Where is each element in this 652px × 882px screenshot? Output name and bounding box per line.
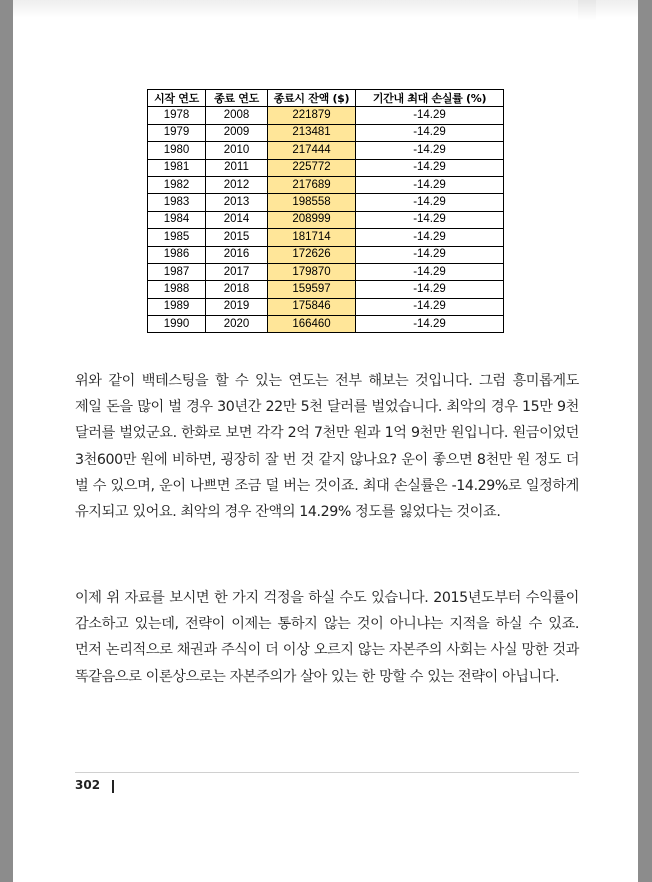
max-drawdown-cell: -14.29 — [356, 176, 504, 193]
header-end-balance: 종료시 잔액 ($) — [268, 90, 356, 107]
end-year-cell: 2010 — [206, 142, 268, 159]
document-page — [13, 0, 638, 882]
table-row — [148, 281, 504, 298]
table-header-row — [148, 90, 504, 107]
page-number-separator — [112, 780, 114, 793]
table-row — [148, 159, 504, 176]
start-year-cell: 1979 — [148, 124, 206, 141]
table-row — [148, 263, 504, 280]
end-year-cell: 2017 — [206, 263, 268, 280]
table-row — [148, 229, 504, 246]
max-drawdown-cell: -14.29 — [356, 142, 504, 159]
end-balance-cell: 208999 — [268, 211, 356, 228]
page-corner-mark — [578, 0, 596, 20]
start-year-cell: 1988 — [148, 281, 206, 298]
table-row — [148, 211, 504, 228]
table-row — [148, 142, 504, 159]
max-drawdown-cell: -14.29 — [356, 211, 504, 228]
end-year-cell: 2018 — [206, 281, 268, 298]
start-year-cell: 1980 — [148, 142, 206, 159]
end-balance-cell: 175846 — [268, 298, 356, 315]
end-year-cell: 2013 — [206, 194, 268, 211]
header-end-year: 종료 연도 — [206, 90, 268, 107]
table-row — [148, 316, 504, 333]
start-year-cell: 1983 — [148, 194, 206, 211]
table-row — [148, 107, 504, 124]
max-drawdown-cell: -14.29 — [356, 124, 504, 141]
start-year-cell: 1987 — [148, 263, 206, 280]
body-paragraph-1: 위와 같이 백테스팅을 할 수 있는 연도는 전부 해보는 것입니다. 그럼 흥미롭게도 제일 돈을 많이 벌 경우 30년간 22만 5천 달러를 벌었습니다. 최악의 경우 15만 9천 달러를 벌었군요. 한화로 보면 각각 2억 7천만 원과 1억 9천만 원입니다. 원금이었던 3천600만 원에 비하면, 굉장히 잘 번 것 같지 않나요? 운이 좋으면 8천만 원 정도 더 벌 수 있으며, 운이 나쁘면 조금 덜 버는 것이죠. 최대 손실률은 -14.29%로 일정하게 유지되고 있어요. 최악의 경우 잔액의 14.29% 정도를 잃었다는 것이죠. — [75, 373, 579, 521]
table-row — [148, 124, 504, 141]
end-year-cell: 2014 — [206, 211, 268, 228]
end-balance-cell: 225772 — [268, 159, 356, 176]
table-body — [148, 107, 504, 333]
max-drawdown-cell: -14.29 — [356, 263, 504, 280]
backtest-results-table — [147, 89, 504, 333]
max-drawdown-cell: -14.29 — [356, 229, 504, 246]
start-year-cell: 1981 — [148, 159, 206, 176]
start-year-cell: 1978 — [148, 107, 206, 124]
max-drawdown-cell: -14.29 — [356, 281, 504, 298]
end-year-cell: 2012 — [206, 176, 268, 193]
end-balance-cell: 159597 — [268, 281, 356, 298]
end-year-cell: 2015 — [206, 229, 268, 246]
end-balance-cell: 172626 — [268, 246, 356, 263]
start-year-cell: 1986 — [148, 246, 206, 263]
table-row — [148, 298, 504, 315]
end-year-cell: 2011 — [206, 159, 268, 176]
max-drawdown-cell: -14.29 — [356, 298, 504, 315]
max-drawdown-cell: -14.29 — [356, 159, 504, 176]
table-row — [148, 176, 504, 193]
end-year-cell: 2019 — [206, 298, 268, 315]
end-balance-cell: 213481 — [268, 124, 356, 141]
end-balance-cell: 179870 — [268, 263, 356, 280]
max-drawdown-cell: -14.29 — [356, 194, 504, 211]
max-drawdown-cell: -14.29 — [356, 316, 504, 333]
header-max-drawdown: 기간내 최대 손실률 (%) — [356, 90, 504, 107]
start-year-cell: 1984 — [148, 211, 206, 228]
table-row — [148, 246, 504, 263]
start-year-cell: 1989 — [148, 298, 206, 315]
start-year-cell: 1985 — [148, 229, 206, 246]
end-balance-cell: 198558 — [268, 194, 356, 211]
page-top-shadow — [13, 0, 638, 18]
table-row — [148, 194, 504, 211]
end-year-cell: 2009 — [206, 124, 268, 141]
end-year-cell: 2008 — [206, 107, 268, 124]
page-number: 302 — [75, 778, 101, 792]
max-drawdown-cell: -14.29 — [356, 246, 504, 263]
end-balance-cell: 217444 — [268, 142, 356, 159]
end-balance-cell: 166460 — [268, 316, 356, 333]
footer-divider — [75, 772, 579, 773]
body-paragraph-2: 이제 위 자료를 보시면 한 가지 걱정을 하실 수도 있습니다. 2015년도부터 수익률이 감소하고 있는데, 전략이 이제는 통하지 않는 것이 아니냐는 지적을 하실 수 있죠. 먼저 논리적으로 채권과 주식이 더 이상 오르지 않는 자본주의 사회는 사실 망한 것과 똑같음으로 이론상으로는 자본주의가 살아 있는 한 망할 수 있는 전략이 아닙니다. — [75, 590, 579, 685]
end-balance-cell: 221879 — [268, 107, 356, 124]
max-drawdown-cell: -14.29 — [356, 107, 504, 124]
start-year-cell: 1982 — [148, 176, 206, 193]
end-year-cell: 2020 — [206, 316, 268, 333]
end-year-cell: 2016 — [206, 246, 268, 263]
end-balance-cell: 181714 — [268, 229, 356, 246]
start-year-cell: 1990 — [148, 316, 206, 333]
end-balance-cell: 217689 — [268, 176, 356, 193]
header-start-year: 시작 연도 — [148, 90, 206, 107]
